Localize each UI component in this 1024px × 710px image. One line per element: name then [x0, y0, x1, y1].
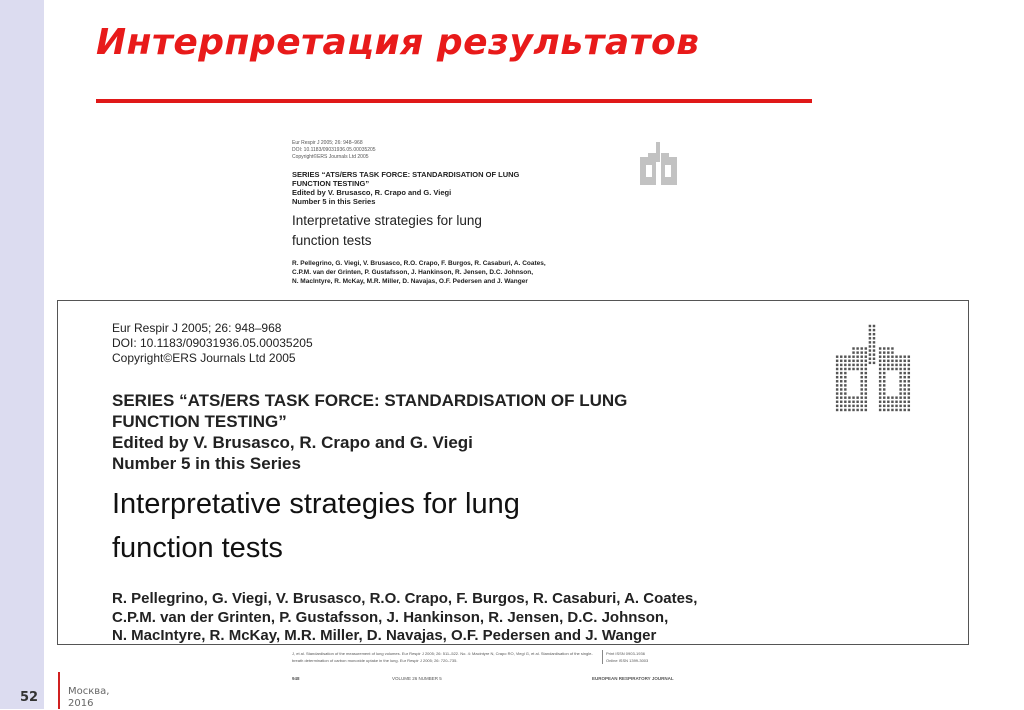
- zoom-series-line: SERIES “ATS/ERS TASK FORCE: STANDARDISATION OF LUNG: [112, 391, 628, 410]
- thumb-series-line: SERIES “ATS/ERS TASK FORCE: STANDARDISATION OF LUNG: [292, 170, 520, 179]
- zoom-content: [112, 321, 812, 646]
- thumb-article-title: [292, 211, 552, 251]
- footer-issn-print: Print ISSN 0903-1936: [606, 651, 645, 656]
- footer-issn: [602, 650, 648, 664]
- thumb-title-line: function tests: [292, 233, 372, 248]
- zoom-title-line: Interpretative strategies for lung: [112, 488, 520, 520]
- zoom-title-line: function tests: [112, 532, 283, 564]
- zoom-authors: [112, 590, 812, 646]
- zoom-meta-journal: Eur Respir J 2005; 26: 948–968: [112, 321, 282, 335]
- left-accent-strip: [0, 0, 44, 709]
- slide-title: Интерпретация результатов: [96, 22, 700, 63]
- slide-number: 52: [20, 690, 39, 705]
- footer-city: Москва,: [68, 686, 110, 697]
- thumb-title-line: Interpretative strategies for lung: [292, 213, 482, 228]
- thumb-authors: [292, 259, 612, 286]
- footer-reference: J, et al. Standardisation of the measurement of lung volumes. Eur Respir J 2005; 26: 511–522. No. 4: Macintyre N, Crapo RO, Viegi G, et al. Standardisation of the single-breath determination of carbon monoxide uptake in the lung. Eur Respir J 2005; 26: 720–735.: [292, 651, 593, 663]
- thumb-meta-copyright: Copyright©ERS Journals Ltd 2005: [292, 154, 369, 160]
- zoom-series-block: [112, 390, 812, 474]
- zoomed-article-header: [57, 300, 969, 645]
- footer-divider: [58, 672, 60, 709]
- zoom-author-line: N. MacIntyre, R. McKay, M.R. Miller, D. Navajas, O.F. Pedersen and J. Wanger: [112, 627, 657, 644]
- footer-issn-online: Online ISSN 1399-3003: [606, 658, 649, 663]
- zoom-series-line: FUNCTION TESTING”: [112, 412, 287, 431]
- thumb-editors: Edited by V. Brusasco, R. Crapo and G. Viegi: [292, 188, 452, 197]
- thumb-author-line: C.P.M. van der Grinten, P. Gustafsson, J. Hankinson, R. Jensen, D.C. Johnson,: [292, 269, 534, 276]
- footer-year: 2016: [68, 698, 94, 709]
- zoom-editors: Edited by V. Brusasco, R. Crapo and G. Viegi: [112, 433, 473, 452]
- zoom-meta-doi: DOI: 10.1183/09031936.05.00035205: [112, 336, 313, 350]
- lungs-logo-icon: [638, 142, 680, 186]
- footer-journal: EUROPEAN RESPIRATORY JOURNAL: [592, 676, 674, 681]
- zoom-article-title: [112, 482, 812, 570]
- zoom-series-number: Number 5 in this Series: [112, 454, 301, 473]
- thumb-author-line: N. MacIntyre, R. McKay, M.R. Miller, D. Navajas, O.F. Pedersen and J. Wanger: [292, 278, 528, 285]
- zoom-meta-copyright: Copyright©ERS Journals Ltd 2005: [112, 351, 296, 365]
- thumb-author-line: R. Pellegrino, G. Viegi, V. Brusasco, R.O. Crapo, F. Burgos, R. Casaburi, A. Coates,: [292, 260, 546, 267]
- thumb-meta-journal: Eur Respir J 2005; 26: 948–968: [292, 140, 363, 146]
- zoom-author-line: R. Pellegrino, G. Viegi, V. Brusasco, R.O. Crapo, F. Burgos, R. Casaburi, A. Coates,: [112, 590, 698, 607]
- article-thumbnail: [292, 140, 692, 286]
- title-underline: [96, 99, 812, 103]
- thumb-series-number: Number 5 in this Series: [292, 197, 376, 206]
- footer-location: [68, 686, 109, 710]
- thumb-series-block: [292, 170, 592, 206]
- thumb-meta-doi: DOI: 10.1183/09031936.05.00035205: [292, 147, 376, 153]
- lungs-logo-icon: [831, 321, 917, 417]
- zoom-author-line: C.P.M. van der Grinten, P. Gustafsson, J. Hankinson, R. Jensen, D.C. Johnson,: [112, 608, 669, 626]
- thumb-series-line: FUNCTION TESTING”: [292, 179, 370, 188]
- footer-volume: VOLUME 26 NUMBER 5: [392, 676, 442, 681]
- footer-page-number: 948: [292, 676, 300, 681]
